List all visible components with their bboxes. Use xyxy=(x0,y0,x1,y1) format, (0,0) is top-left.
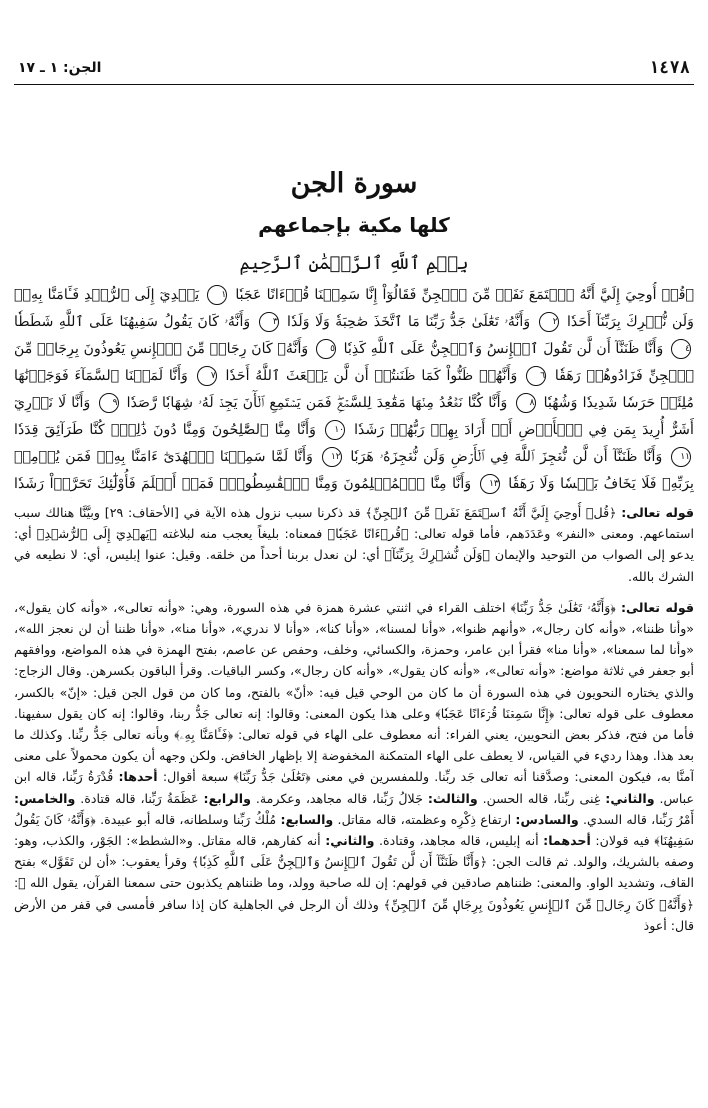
tafsir-text: ﴿وَأَنَّهُۥ تَعَٰلَىٰ جَدُّ رَبِّنَا﴾ اختلف القراء في اثنتي عشرة همزة في هذه السورة، وهي: «وأنه تعالى»، «وأنه كان يقول»، «وأنا ظننا»، «وأنه كان رجال»، «وأنهم ظنوا»، «وأنا لمسنا»، «وأنا كنا»، «وأنا لا ندري»، «وأنا منا»، «وأنا ظننا أن لن نعجز الله»، «وأنا لما سمعنا»، «وأنا منا» فقرأ ابن عامر، وحمزة، والكسائي، وخلف، وحفص عن عاصم، بفتح الهمزة في هذه المواضع، ووافقهم أبو جعفر في ثلاثة مواضع: «وأنه تعالى»، «وأنه كان يقول»، «وأنه كان رجال»، وكسر الباقيات. وقرأ الباقون بكسرهن. وقال الزجاج: والذي يختاره النحويون في هذه السورة أن ما كان من الوحي قيل فيه: «أنّ» بالفتح، وما كان من قول الجن قيل: «إنّ» بالكسر، معطوف على قوله تعالى: ﴿إِنَّا سَمِعۡنَا قُرۡءَانًا عَجَبٗا﴾ وعلى هذا يكون المعنى: وقالوا: إنه تعالى جَدُّ ربنا، وقالوا: إنه كان يقول سفيهنا. فأما من فتح، فذكر بعض النحويين، يعني الفراء: أنه معطوف على الهاء في قوله تعالى: ﴿فَـَٔامَنَّا بِهِۦ﴾ وبأنه تعالى جَدُّ ربِّنا. وكذلك ما بعد هذا. وهذا رديء في القياس، لا يعطف على الهاء المتمكنة المخفوضة إلا بإظهار الخافض. ولكن وجهه أن يكون محمولاً على معنى آمنَّا به، فيكون المعنى: وصدَّقنا أنه تعالى جَد ربِّنا. وللمفسرين في معنى ﴿تَعَٰلَىٰ جَدُّ رَبِّنَا﴾ سبعة أقوال: xyxy=(14,599,694,785)
page-number: ١٤٧٨ xyxy=(649,58,690,78)
verse-text: وَأَنَّا مِنَّا ٱلصَّٰلِحُونَ وَمِنَّا دُونَ ذَٰلِكَۖ كُنَّا طَرَآئِقَ قِدَدٗا xyxy=(14,422,316,438)
tafsir-text-block xyxy=(14,502,694,1102)
verse-number-marker: ٤ xyxy=(671,339,691,359)
tafsir-lead: أحدها: xyxy=(118,769,158,785)
verse-text: وَأَنَّا لَا نَدۡرِيٓ أَشَرٌّ أُرِيدَ بِمَن فِي ٱلۡأَرۡضِ أَمۡ أَرَادَ بِهِمۡ رَبُّهُمۡ رَشَدٗا xyxy=(14,395,694,438)
verse-number-marker: ١٠ xyxy=(325,420,345,440)
verse-number-marker: ٦ xyxy=(526,366,546,386)
verse-number-marker: ٥ xyxy=(316,339,336,359)
tafsir-paragraph xyxy=(14,597,694,936)
tafsir-lead: والثاني: xyxy=(325,833,375,849)
verse-number-marker: ١٢ xyxy=(322,447,342,467)
tafsir-lead: قوله تعالى: xyxy=(620,599,694,615)
tafsir-lead: والسادس: xyxy=(515,811,579,827)
tafsir-paragraph xyxy=(14,502,694,587)
verse-text: وَأَنَّا لَمَّا سَمِعۡنَا ٱلۡهُدَىٰٓ ءَامَنَّا بِهِۦۖ فَمَن يُؤۡمِنۢ بِرَبِّهِۦ فَلَا يَخَافُ بَخۡسٗا وَلَا رَهَقٗا xyxy=(14,449,694,492)
verse-number-marker: ١٣ xyxy=(480,474,500,494)
verse-number-marker: ٧ xyxy=(197,366,217,386)
verse-text: وَأَنَّا لَمَسۡنَا ٱلسَّمَآءَ فَوَجَدۡنَٰهَا مُلِئَتۡ حَرَسٗا شَدِيدٗا وَشُهُبٗا xyxy=(14,368,694,411)
tafsir-text: غِنى ربِّنا، قاله الحسن. xyxy=(477,790,606,806)
verse-text: وَأَنَّهُۥ تَعَٰلَىٰ جَدُّ رَبِّنَا مَا ٱتَّخَذَ صَٰحِبَةٗ وَلَا وَلَدٗا xyxy=(287,314,531,330)
tafsir-text: عَظَمَةُ رَبِّنا، قاله قتادة. xyxy=(75,790,204,806)
tafsir-text: أَمْرُ رَبِّنا، قاله السدي. xyxy=(578,811,694,827)
tafsir-text: ارتفاع ذِكْرِه وعظمته، قاله مقاتل. xyxy=(333,811,516,827)
verse-number-marker: ١ xyxy=(207,285,227,305)
tafsir-lead: أحدهما: xyxy=(543,833,591,849)
tafsir-lead: والرابع: xyxy=(203,790,251,806)
verse-number-marker: ٢ xyxy=(539,312,559,332)
verse-number-marker: ٩ xyxy=(99,393,119,413)
verse-text: وَأَنَّا ظَنَنَّآ أَن لَّن نُّعۡجِزَ ٱللَّهَ فِي ٱلۡأَرۡضِ وَلَن نُّعۡجِزَهُۥ هَرَبٗا xyxy=(350,449,663,465)
tafsir-text: قُدْرَةُ رَبِّنا، قاله ابن عباس. xyxy=(14,769,694,806)
tafsir-text: أنه إبليس، قاله مجاهد، وقتادة. xyxy=(374,833,544,849)
tafsir-lead: قوله تعالى: xyxy=(621,505,694,520)
verse-text: ﴿قُلۡ أُوحِيَ إِلَيَّ أَنَّهُ ٱسۡتَمَعَ نَفَرٞ مِّنَ ٱلۡجِنِّ فَقَالُوٓاْ إِنَّا سَمِعۡنَا قُرۡءَانًا عَجَبٗا xyxy=(235,287,694,303)
tafsir-lead: والثالث: xyxy=(427,790,478,806)
verse-text: وَأَنَّا مِنَّا ٱلۡمُسۡلِمُونَ وَمِنَّا ٱلۡقَٰسِطُونَۖ فَمَنۡ أَسۡلَمَ فَأُوْلَٰٓئِكَ تَحَرَّوۡاْ رَشَدٗا xyxy=(14,476,472,492)
tafsir-text: مُلْكُ رَبِّنا وسلطانه، قاله أبو عبيدة. ﴿وَأَنَّهُۥ كَانَ يَقُولُ سَفِيهُنَا﴾ فيه قولان: xyxy=(14,811,694,849)
verse-number-marker: ٨ xyxy=(516,393,536,413)
tafsir-lead: والخامس: xyxy=(14,790,76,806)
tafsir-text: أنه كفارهم، قاله مقاتل. و«الشطط»: الجَوْر، والكذب، وهو: وصفه بالشريك، والولد. ثم قالت الجن: ﴿وَأَنَّا ظَنَنَّآ أَن لَّن تَقُولَ ٱلۡإِنسُ وَٱلۡجِنُّ عَلَى ٱللَّهِ كَذِبٗا﴾ وقرأ يعقوب: «أن لن تَقَوَّل» بفتح القاف، وتشديد الواو. والمعنى: ظنناهم صادقين في قولهم: إن لله صاحبة وولد، وما ظنناهم يكذبون حتى سمعنا القرآن، يقول الله ﷻ: ﴿وَأَنَّهُۥ كَانَ رِجَالٞ مِّنَ ٱلۡإِنسِ يَعُوذُونَ بِرِجَالٖ مِّنَ ٱلۡجِنِّ﴾ وذلك أن الرجل في الجاهلية كان إذا سافر فأمسى في قفر من الأرض قال: أعوذ xyxy=(14,833,694,933)
surah-subtitle: كلها مكية بإجماعهم xyxy=(258,213,450,237)
surah-title: سورة الجن xyxy=(290,168,418,199)
verse-number-marker: ١١ xyxy=(671,447,691,467)
verse-text: وَأَنَّا ظَنَنَّآ أَن لَّن تَقُولَ ٱلۡإِنسُ وَٱلۡجِنُّ عَلَى ٱللَّهِ كَذِبٗا xyxy=(343,341,664,357)
tafsir-lead: والثاني: xyxy=(605,790,655,806)
verse-text: وَأَنَّهُۥ كَانَ رِجَالٞ مِّنَ ٱلۡإِنسِ يَعُوذُونَ بِرِجَالٖ مِّنَ ٱلۡجِنِّ فَزَادُوهُمۡ رَهَقٗا xyxy=(14,341,694,384)
running-header xyxy=(14,56,694,85)
tafsir-lead: والسابع: xyxy=(280,811,334,827)
verse-text: يَهۡدِيٓ إِلَى ٱلرُّشۡدِ فَـَٔامَنَّا بِهِۦۖ وَلَن نُّشۡرِكَ بِرَبِّنَآ أَحَدٗا xyxy=(14,287,694,330)
verse-text: وَأَنَّا كُنَّا نَقۡعُدُ مِنۡهَا مَقَٰعِدَ لِلسَّمۡعِۖ فَمَن يَسۡتَمِعِ ٱلۡأٓنَ يَجِدۡ لَهُۥ شِهَابٗا رَّصَدٗا xyxy=(126,395,508,411)
verse-text: وَأَنَّهُۥ كَانَ يَقُولُ سَفِيهُنَا عَلَى ٱللَّهِ شَطَطٗا xyxy=(14,314,251,330)
tafsir-text: ﴿قُلۡ أُوحِيَ إِلَيَّ أَنَّهُ ٱسۡتَمَعَ نَفَرٞ مِّنَ ٱلۡجِنِّ﴾ قد ذكرنا سبب نزول هذه الآية في [الأحقاف: ٢٩] وبيَّنَّا هنالك سبب استماعهم. ومعنى «النفر» وعَدَدَهم، فأما قوله تعالى: ﴿قُرۡءَانًا عَجَبٗا﴾ فمعناه: بليغاً يعجب منه لبلاغته ﴿يَهۡدِيٓ إِلَى ٱلرُّشۡدِ﴾ أي: يدعو إلى الصواب من التوحيد والإيمان ﴿وَلَن نُّشۡرِكَ بِرَبِّنَآ﴾ أي: لن نعدل بربنا أحداً من خلقه. وقيل: عنوا إبليس، أي: لا نطيعه في الشرك بالله. xyxy=(14,505,694,584)
verse-number-marker: ٣ xyxy=(259,312,279,332)
tafsir-text: جَلالُ رَبِّنا، قاله مجاهد، وعكرمة. xyxy=(250,790,428,806)
running-title: الجن: ١ ـ ١٧ xyxy=(18,60,102,76)
verse-text: وَأَنَّهُمۡ ظَنُّواْ كَمَا ظَنَنتُمۡ أَن لَّن يَبۡعَثَ ٱللَّهُ أَحَدٗا xyxy=(225,368,518,384)
quran-text-block xyxy=(14,282,694,498)
basmala: بِسۡمِ ٱللَّهِ ٱلرَّحۡمَٰنِ ٱلرَّحِيمِ xyxy=(239,253,469,274)
